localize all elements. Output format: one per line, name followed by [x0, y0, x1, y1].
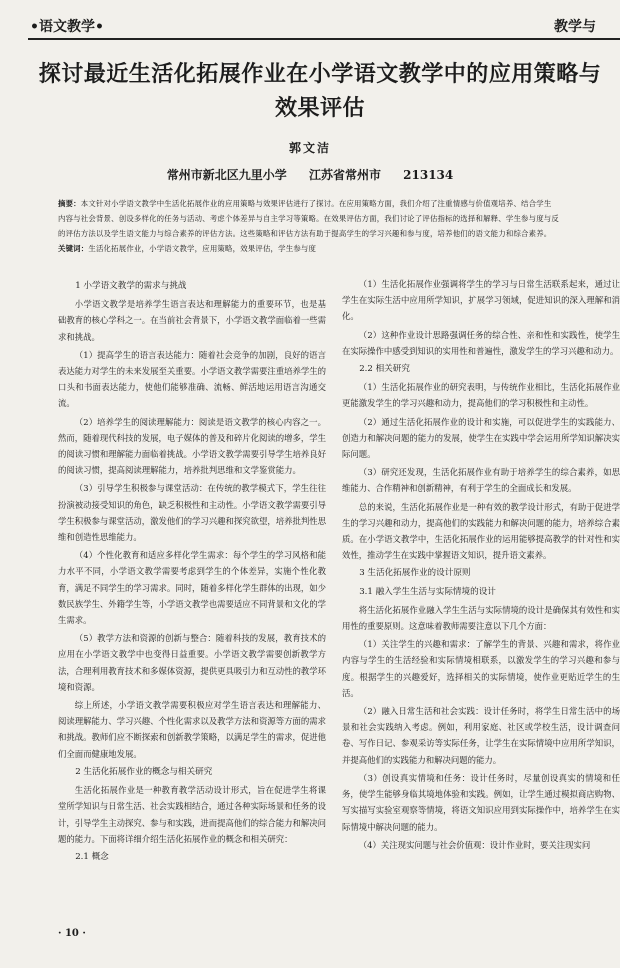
article-title-line-1: 探讨最近生活化拓展作业在小学语文教学中的应用策略与 [38, 62, 602, 87]
body-paragraph: 小学语文教学是培养学生语言表达和理解能力的重要环节，也是基础教育的核心学科之一。在当前社会背景下，小学语文教学面临着一些需求和挑战。 [58, 299, 326, 342]
body-paragraph: 将生活化拓展作业融入学生生活与实际情境的设计是确保其有效性和实用性的重要原则。这意味着教师需要注意以下几个方面： [342, 604, 620, 632]
body-paragraph: （3）引导学生积极参与课堂活动：在传统的教学模式下，学生往往扮演被动接受知识的角色，缺乏积极性和主动性。小学语文教学需要引导学生积极参与课堂活动，激发他们的学习兴趣和探究欲望，培养批判性思维和创造性思维能力。 [58, 483, 326, 543]
section-heading: 3 生活化拓展作业的设计原则 [359, 568, 471, 579]
author-affiliation [0, 166, 620, 183]
header-rule [28, 38, 620, 40]
body-paragraph: 生活化拓展作业是一种教育教学活动设计形式，旨在促进学生将课堂所学知识与日常生活、社会实践相结合，通过各种实际场景和任务的设计，引导学生主动探究、参与和实践，进而提高他们的综合能力和解决问题的能力。下面将详细介绍生活化拓展作业的概念和相关研究： [58, 785, 326, 844]
journal-section-label: •语文教学• [30, 19, 104, 35]
section-heading: 2.1 概念 [75, 851, 109, 862]
body-paragraph: （2）融入日常生活和社会实践：设计任务时，将学生日常生活中的场景和社会实践纳入考虑。例如，利用家庭、社区或学校生活，设计调查问卷、写作日记、参观采访等实际任务，让学生在实际情境中应用所学知识，并提高他们的实践能力和解决问题的能力。 [342, 706, 620, 765]
body-paragraph: （5）教学方法和资源的创新与整合：随着科技的发展，教育技术的应用在小学语文教学中也变得日益重要。小学语文教学需要创新教学方法，合理利用教育技术和多媒体资源，提供更具吸引力和互动性的教学环境和资源。 [58, 633, 326, 692]
abstract-label: 摘要： [58, 199, 81, 208]
abstract-line: 内容与社会背景、创设多样化的任务与活动、考虑个体差异与自主学习等策略。在效果评估方面，我们讨论了评估指标的选择和解释、学生参与度与反 [58, 214, 559, 223]
body-paragraph: 总的来说，生活化拓展作业是一种有效的教学设计形式，有助于促进学生的学习兴趣和动力，提高他们的实践能力和解决问题的能力，培养综合素质。在小学语文教学中，生活化拓展作业的运用能够提高教学的针对性和实效性，推动学生在实践中掌握语文知识，提升语文素养。 [342, 501, 620, 561]
body-column-right [342, 276, 620, 941]
body-paragraph: （3）研究还发现，生活化拓展作业有助于培养学生的综合素养，如思维能力、合作精神和创新精神，有利于学生的全面成长和发展。 [342, 467, 620, 494]
body-paragraph: （4）个性化教育和适应多样化学生需求：每个学生的学习风格和能力水平不同，小学语文教学需要考虑到学生的个体差异，实施个性化教育，满足不同学生的学习需求。同时，随着多样化学生群体的出现，如少数民族学生、外籍学生等，小学语文教学也需要适应不同背景和文化的学生需求。 [58, 550, 326, 626]
abstract-block [58, 196, 620, 256]
keywords-text: 生活化拓展作业，小学语文教学，应用策略，效果评估，学生参与度 [88, 244, 317, 253]
body-paragraph: 综上所述，小学语文教学需要积极应对学生语言表达和理解能力、阅读理解能力、学习兴趣、个性化需求以及教学方法和资源等方面的需求和挑战。教师们应不断探索和创新教学策略，以满足学生的需求，促进他们全面而健康地发展。 [58, 700, 326, 759]
body-paragraph: （1）生活化拓展作业的研究表明，与传统作业相比，生活化拓展作业更能激发学生的学习兴趣和动力，提高他们的学习积极性和主动性。 [342, 382, 620, 409]
article-title [20, 58, 620, 126]
affiliation-postcode: 213134 [403, 168, 454, 182]
keywords-line [58, 241, 620, 256]
body-paragraph: （2）通过生活化拓展作业的设计和实施，可以促进学生的实践能力、创造力和解决问题的能力的发展，使学生在实践中学会运用所学知识解决实际问题。 [342, 416, 620, 460]
page-number: · 10 · [58, 928, 86, 939]
affiliation-school: 常州市新北区九里小学 [166, 168, 287, 182]
body-paragraph: （1）提高学生的语言表达能力：随着社会竞争的加剧，良好的语言表达能力对学生的未来发展至关重要。小学语文教学需要注重培养学生的口头和书面表达能力，使他们能够准确、流畅、鲜活地运用语言沟通交流。 [58, 349, 326, 409]
keywords-label: 关键词： [58, 244, 89, 253]
body-paragraph: （2）这种作业设计思路强调任务的综合性、亲和性和实践性，使学生在实际操作中感受到知识的实用性和普遍性，激发学生的学习兴趣和动力。 [342, 329, 620, 356]
section-heading: 1 小学语文教学的需求与挑战 [75, 281, 187, 291]
abstract-line: 摘要：本文针对小学语文教学中生活化拓展作业的应用策略与效果评估进行了探讨。在应用策略方面，我们介绍了注重情感与价值观培养、结合学生 [58, 199, 552, 208]
running-header [0, 0, 620, 44]
body-column-left [58, 276, 326, 946]
section-heading: 2.2 相关研究 [359, 364, 410, 375]
body-paragraph: （2）培养学生的阅读理解能力：阅读是语文教学的核心内容之一。然而，随着现代科技的发展，电子媒体的普及和碎片化阅读的增多，学生的阅读习惯和理解能力面临着挑战。小学语文教学需要引导学生培养良好的阅读习惯，提高阅读理解能力，培养批判思维和文学鉴赏能力。 [58, 416, 326, 476]
article-title-line-2: 效果评估 [274, 96, 365, 121]
author-name: 郭文洁 [288, 141, 331, 155]
section-heading: 3.1 融入学生生活与实际情境的设计 [359, 586, 496, 597]
body-paragraph: （4）关注现实问题与社会价值观：设计作业时，要关注现实问 [358, 839, 591, 850]
body-paragraph: （1）关注学生的兴趣和需求：了解学生的背景、兴趣和需求，将作业内容与学生的生活经验和实际情境相联系，以激发学生的学习兴趣和参与度。根据学生的兴趣爱好，选择相关的实际情境，使作业更贴近学生的生活。 [342, 639, 620, 698]
journal-section-label-right: 教学与 [554, 19, 596, 35]
body-paragraph: （1）生活化拓展作业强调将学生的学习与日常生活联系起来，通过让学生在实际生活中应用所学知识，扩展学习领域，促进知识的深入理解和消化。 [342, 279, 620, 322]
body-paragraph: （3）创设真实情境和任务：设计任务时，尽量创设真实的情境和任务，使学生能够身临其境地体验和实践。例如，让学生通过模拟商店购物、写实描写实验室观察等情境，将语文知识应用到实际操作中，培养学生在实际情境中解决问题的能力。 [342, 772, 620, 832]
affiliation-city: 江苏省常州市 [308, 168, 381, 182]
abstract-line: 的评估方法以及学生语文能力与综合素养的评估方法。这些策略和评估方法有助于提高学生的学习兴趣和参与度，培养他们的语文能力和综合素养。 [58, 229, 552, 238]
section-heading: 2 生活化拓展作业的概念与相关研究 [75, 766, 213, 777]
